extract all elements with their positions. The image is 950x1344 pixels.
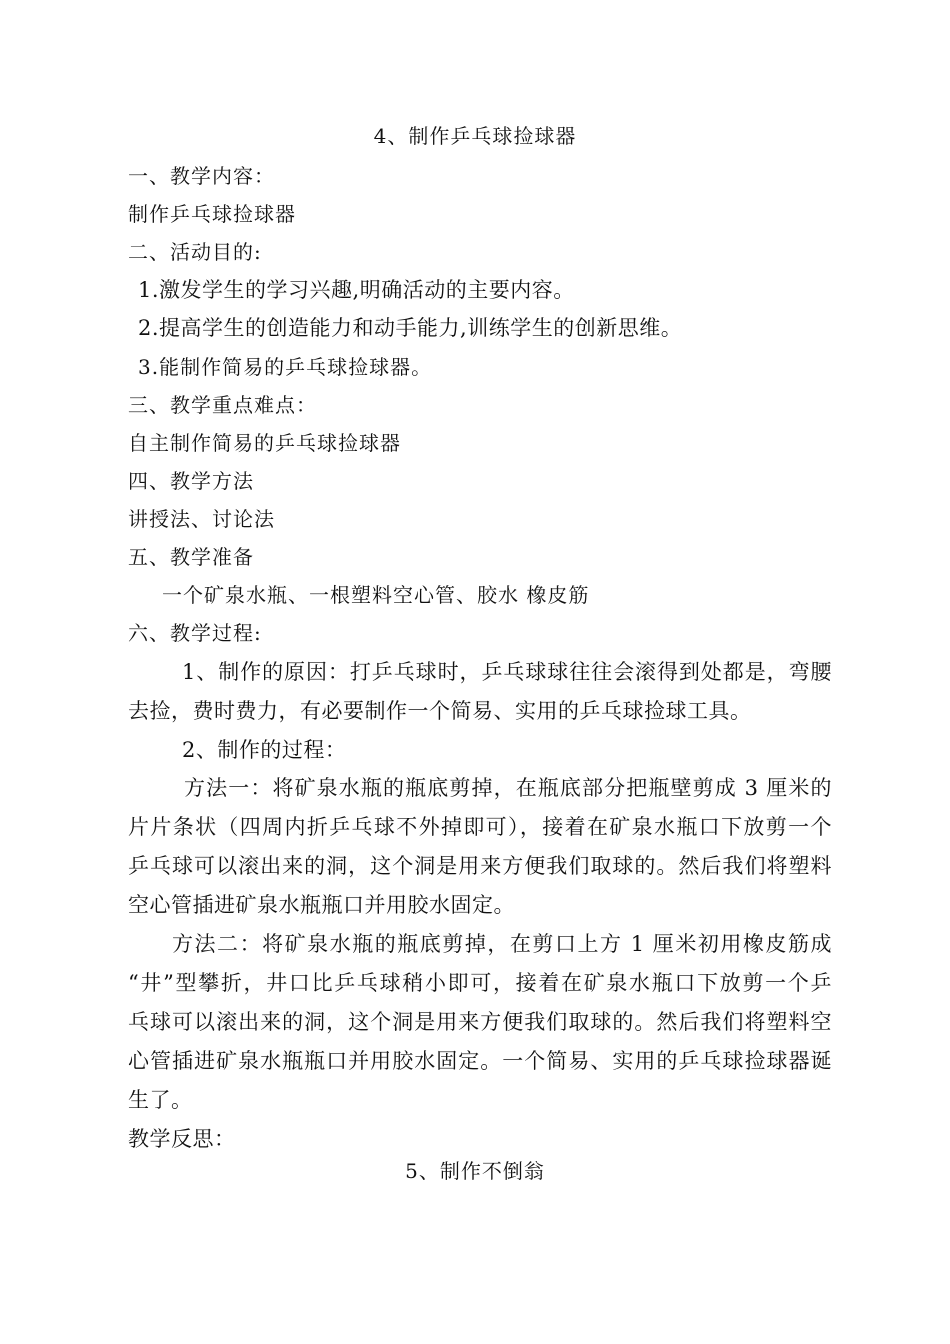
method-two-line-2: “井”型攀折，井口比乒乓球稍小即可，接着在矿泉水瓶口下放剪一个乒 [128, 971, 832, 995]
section-heading-preparation: 五、教学准备 [128, 545, 254, 569]
section-heading-methods: 四、教学方法 [128, 469, 254, 493]
method-one-line-2: 片片条状（四周内折乒乓球不外掉即可），接着在矿泉水瓶口下放剪一个 [128, 815, 832, 839]
section-heading-keypoints: 三、教学重点难点： [128, 393, 317, 417]
lesson-title: 4、制作乒乓球捡球器 [373, 124, 577, 148]
goal-item-2: 2.提高学生的创造能力和动手能力,训练学生的创新思维。 [138, 316, 683, 340]
reflection-heading: 教学反思： [128, 1127, 236, 1151]
method-two-line-3: 乓球可以滚出来的洞，这个洞是用来方便我们取球的。然后我们将塑料空 [128, 1010, 832, 1034]
process-steps-heading: 2、制作的过程： [182, 738, 347, 762]
method-one-line-4: 空心管插进矿泉水瓶瓶口并用胶水固定。 [128, 893, 515, 917]
section-heading-process: 六、教学过程: [128, 621, 262, 645]
method-two-line-5: 生了。 [128, 1088, 193, 1112]
method-two-line-1: 方法二：将矿泉水瓶的瓶底剪掉，在剪口上方 1 厘米初用橡皮筋成 [172, 932, 832, 956]
method-one-line-3: 乒乓球可以滚出来的洞，这个洞是用来方便我们取球的。然后我们将塑料 [128, 854, 832, 878]
section-text-content: 制作乒乓球捡球器 [128, 202, 296, 226]
goal-item-1: 1.激发学生的学习兴趣,明确活动的主要内容。 [138, 278, 575, 302]
section-text-methods: 讲授法、讨论法 [128, 507, 275, 531]
section-heading-goals: 二、活动目的: [128, 240, 262, 264]
process-reason-line-2: 去捡，费时费力，有必要制作一个简易、实用的乒乓球捡球工具。 [128, 699, 752, 723]
method-one-line-1: 方法一：将矿泉水瓶的瓶底剪掉，在瓶底部分把瓶壁剪成 3 厘米的 [184, 776, 832, 800]
section-text-keypoints: 自主制作简易的乒乓球捡球器 [128, 431, 401, 455]
section-heading-content: 一、教学内容： [128, 164, 275, 188]
method-two-line-4: 心管插进矿泉水瓶瓶口并用胶水固定。一个简易、实用的乒乓球捡球器诞 [128, 1049, 832, 1073]
process-reason-line-1: 1、制作的原因：打乒乓球时，乒乓球球往往会滚得到处都是，弯腰 [182, 660, 832, 684]
section-text-preparation: 一个矿泉水瓶、一根塑料空心管、胶水 橡皮筋 [162, 583, 590, 607]
goal-item-3: 3.能制作简易的乒乓球捡球器。 [138, 355, 433, 379]
next-lesson-title: 5、制作不倒翁 [405, 1159, 545, 1183]
